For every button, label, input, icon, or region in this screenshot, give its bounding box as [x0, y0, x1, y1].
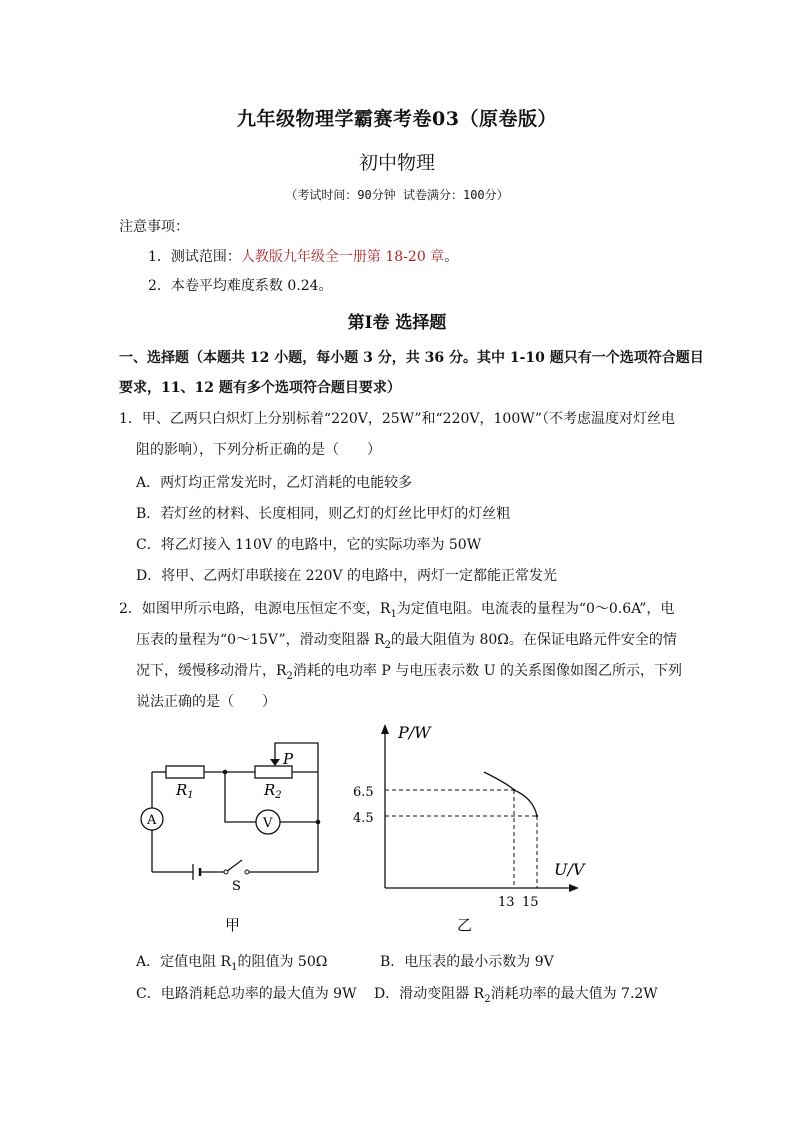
x-axis-label: U/V: [554, 860, 585, 879]
question-1-option-d: D．将甲、乙两灯串联接在 220V 的电路中，两灯一定都能正常发光: [136, 568, 557, 584]
notes-item-1-scope: 人教版九年级全一册第 18-20 章: [240, 249, 445, 265]
subscript: 2: [286, 670, 293, 682]
part1-instruction-line1: 一、选择题（本题共 12 小题，每小题 3 分，共 36 分。其中 1-10 题只有一个选项符合题目: [119, 350, 704, 366]
question-1-option-b: B．若灯丝的材料、长度相同，则乙灯的灯丝比甲灯的灯丝粗: [136, 506, 511, 522]
voltmeter-label: V: [263, 816, 273, 831]
question-2-option-c: C．电路消耗总功率的最大值为 9W: [136, 986, 357, 1002]
ammeter-label: A: [147, 813, 157, 828]
x-axis-arrow-icon: [569, 884, 579, 892]
x-tick-label-left: 13: [498, 895, 515, 910]
exam-info: （考试时间：90分钟 试卷满分：100分）: [285, 188, 509, 202]
slider-arrow-icon: [270, 759, 280, 766]
question-1-option-c: C．将乙灯接入 110V 的电路中，它的实际功率为 50W: [136, 537, 482, 553]
subscript: 1: [231, 961, 238, 973]
question-1-stem-line1: 1．甲、乙两只白炽灯上分别标着“220V，25W”和“220V，100W”（不考虑温度对灯丝电: [119, 411, 676, 427]
y-tick-label-high: 6.5: [353, 785, 374, 800]
power-curve: [484, 772, 537, 816]
part1-instruction-line2: 要求，11、12 题有多个选项符合题目要求）: [119, 380, 401, 396]
resistor-r1: [166, 766, 204, 778]
switch-blade: [226, 860, 242, 872]
data-point-15: [536, 815, 538, 817]
junction-dot: [223, 770, 228, 775]
notes-item-2: 2．本卷平均难度系数 0.24。: [148, 278, 333, 294]
option-text: D．滑动变阻器 R: [374, 986, 485, 1002]
junction-dot: [316, 820, 321, 825]
data-point-13: [513, 789, 515, 791]
question-2-stem-line4: 说法正确的是（ ）: [136, 694, 276, 710]
question-2-text: 况下，缓慢移动滑片，R: [136, 663, 287, 679]
x-tick-label-right: 15: [522, 895, 539, 910]
notes-item-1-suffix: 。: [444, 249, 459, 265]
slider-wire: [275, 743, 318, 772]
y-axis-label: P/W: [398, 723, 431, 742]
section-title: 第Ⅰ卷 选择题: [347, 313, 447, 333]
question-2-option-a: [136, 951, 327, 973]
option-text: A．定值电阻 R: [136, 954, 232, 970]
r1-label: $R_1$: [176, 781, 194, 801]
question-2-text: 为定值电阻。电流表的量程为“0～0.6A”，电: [396, 601, 675, 617]
option-text: 消耗功率的最大值为 7.2W: [490, 986, 658, 1002]
page-title: 九年级物理学霸赛考卷03（原卷版）: [237, 108, 557, 130]
y-tick-label-low: 4.5: [353, 811, 374, 826]
switch-label: S: [232, 879, 241, 894]
question-1-stem-line2: 阻的影响），下列分析正确的是（ ）: [136, 442, 381, 458]
question-2-stem-line2: [136, 629, 677, 651]
power-voltage-graph: [350, 718, 600, 940]
switch-contact: [224, 870, 228, 874]
question-2-stem-line3: [136, 660, 682, 682]
subscript: 2: [484, 993, 491, 1005]
slider-label: P: [283, 750, 294, 768]
question-2-option-d: [374, 983, 658, 1005]
notes-item-1-prefix: 1．测试范围：: [148, 249, 241, 265]
subscript: 2: [384, 639, 392, 651]
question-2-text: 的最大阻值为 80Ω。在保证电路元件安全的情: [391, 632, 677, 648]
question-2-stem-line1: [119, 598, 674, 620]
question-2-text: 2．如图甲所示电路，电源电压恒定不变，R: [119, 601, 391, 617]
wire: [225, 772, 256, 822]
figure-caption-yi: 乙: [457, 916, 473, 934]
switch-contact: [245, 870, 249, 874]
y-axis-arrow-icon: [381, 724, 389, 734]
circuit-diagram: [130, 735, 340, 940]
page-subtitle: 初中物理: [358, 152, 435, 174]
question-1-option-a: A．两灯均正常发光时，乙灯消耗的电能较多: [136, 475, 413, 491]
figure-caption-jia: 甲: [225, 916, 241, 934]
graph-layer: [385, 772, 538, 888]
question-2-option-b: B．电压表的最小示数为 9V: [380, 954, 554, 970]
notes-item-1: [148, 246, 458, 266]
subscript: 1: [390, 608, 397, 620]
notes-heading: 注意事项：: [119, 219, 189, 235]
option-text: 的阻值为 50Ω: [237, 954, 328, 970]
question-2-text: 压表的量程为“0～15V”，滑动变阻器 R: [136, 632, 385, 648]
question-2-text: 消耗的电功率 P 与电压表示数 U 的关系图像如图乙所示，下列: [292, 663, 682, 679]
r2-label: $R_2$: [264, 781, 282, 801]
